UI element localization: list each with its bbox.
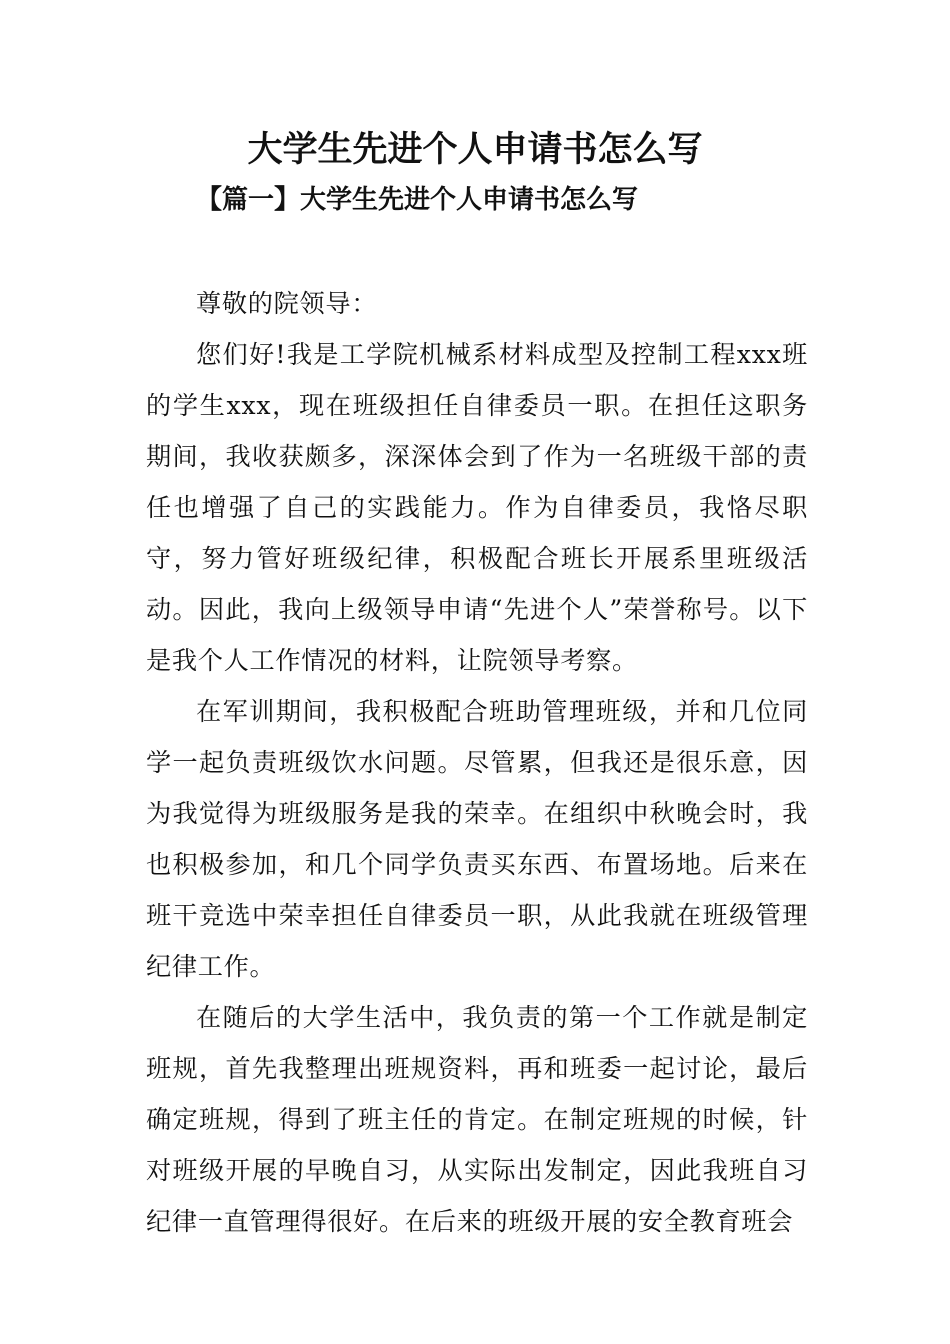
section-heading: 【篇一】大学生先进个人申请书怎么写 — [196, 185, 639, 215]
paragraph-1: 您们好!我是工学院机械系材料成型及控制工程xxx班的学生xxx，现在班级担任自律委员一职。在担任这职务期间，我收获颇多，深深体会到了作为一名班级干部的责任也增强了自己的实践能力。作为自律委员，我恪尽职守，努力管好班级纪律，积极配合班长开展系里班级活动。因此，我向上级领导申请“先进个人”荣誉称号。以下是我个人工作情况的材料，让院领导考察。 — [146, 340, 808, 675]
paragraph-3: 在随后的大学生活中，我负责的第一个工作就是制定班规，首先我整理出班规资料，再和班委一起讨论，最后确定班规，得到了班主任的肯定。在制定班规的时候，针对班级开展的早晚自习，从实际出发制定，因此我班自习纪律一直管理得很好。在后来的班级开展的安全教育班会 — [146, 1003, 808, 1236]
document-body — [146, 278, 808, 1247]
salutation: 尊敬的院领导： — [196, 289, 378, 318]
document-title: 大学生先进个人申请书怎么写 — [247, 129, 703, 170]
paragraph-2: 在军训期间，我积极配合班助管理班级，并和几位同学一起负责班级饮水问题。尽管累，但我还是很乐意，因为我觉得为班级服务是我的荣幸。在组织中秋晚会时，我也积极参加，和几个同学负责买东西、布置场地。后来在班干竞选中荣幸担任自律委员一职，从此我就在班级管理纪律工作。 — [146, 697, 808, 981]
